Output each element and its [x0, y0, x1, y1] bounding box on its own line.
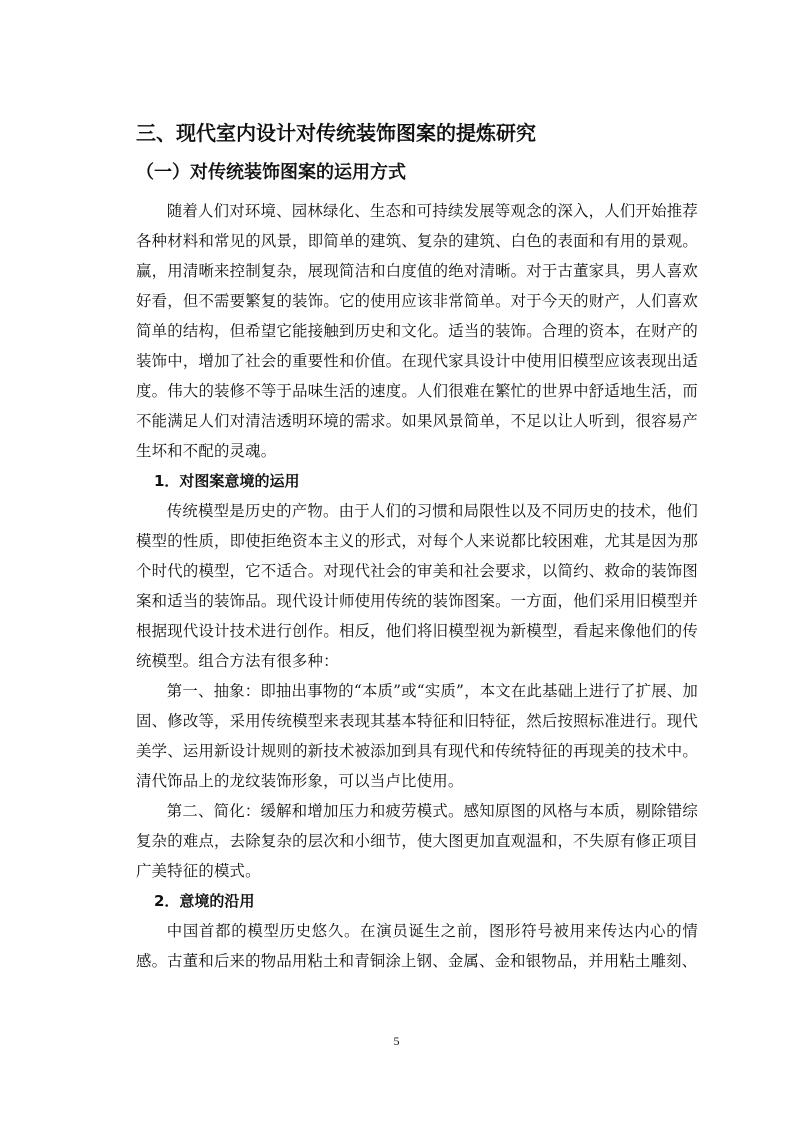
subsection-heading: （一）对传统装饰图案的运用方式 [136, 162, 406, 183]
item-heading-1: 1．对图案意境的运用 [154, 472, 300, 490]
item-heading-2: 2．意境的沿用 [154, 892, 255, 910]
section-heading: 三、现代室内设计对传统装饰图案的提炼研究 [136, 121, 536, 145]
intro-paragraph: 随着人们对环境、园林绿化、生态和可持续发展等观念的深入，人们开始推荐各种材料和常见的风景，即简单的建筑、复杂的建筑、白色的表面和有用的景观。赢，用清晰来控制复杂，展现简洁和白度值的绝对清晰。对于古董家具，男人喜欢好看，但不需要繁复的装饰。它的使用应该非常简单。对于今天的财产，人们喜欢简单的结构，但希望它能接触到历史和文化。适当的装饰。合理的资本，在财产的装饰中，增加了社会的重要性和价值。在现代家具设计中使用旧模型应该表现出适度。伟大的装修不等于品味生活的速度。人们很难在繁忙的世界中舒适地生活，而不能满足人们对清洁透明环境的需求。如果风景简单，不足以让人听到，很容易产生坏和不配的灵魂。 [136, 202, 698, 460]
paragraph-3: 第二、简化：缓解和增加压力和疲劳模式。感知原图的风格与本质，剔除错综复杂的难点，去除复杂的层次和小细节，使大图更加直观温和，不失原有修正项目广美特征的模式。 [136, 802, 698, 880]
paragraph-4: 中国首都的模型历史悠久。在演员诞生之前，图形符号被用来传达内心的情感。古董和后来的物品用粘土和青铜涂上钢、金属、金和银物品，并用粘土雕刻、 [136, 922, 698, 970]
page-number: 5 [393, 1034, 400, 1048]
page-content [136, 118, 698, 976]
paragraph-2: 第一、抽象：即抽出事物的“本质”或“实质”，本文在此基础上进行了扩展、加固、修改等，采用传统模型来表现其基本特征和旧特征，然后按照标准进行。现代美学、运用新设计规则的新技术被添加到具有现代和传统特征的再现美的技术中。清代饰品上的龙纹装饰形象，可以当卢比使用。 [136, 682, 698, 790]
paragraph-1: 传统模型是历史的产物。由于人们的习惯和局限性以及不同历史的技术，他们模型的性质，即使拒绝资本主义的形式，对每个人来说都比较困难，尤其是因为那个时代的模型，它不适合。对现代社会的审美和社会要求，以简约、救命的装饰图案和适当的装饰品。现代设计师使用传统的装饰图案。一方面，他们采用旧模型并根据现代设计技术进行创作。相反，他们将旧模型视为新模型，看起来像他们的传统模型。组合方法有很多种： [136, 502, 698, 670]
